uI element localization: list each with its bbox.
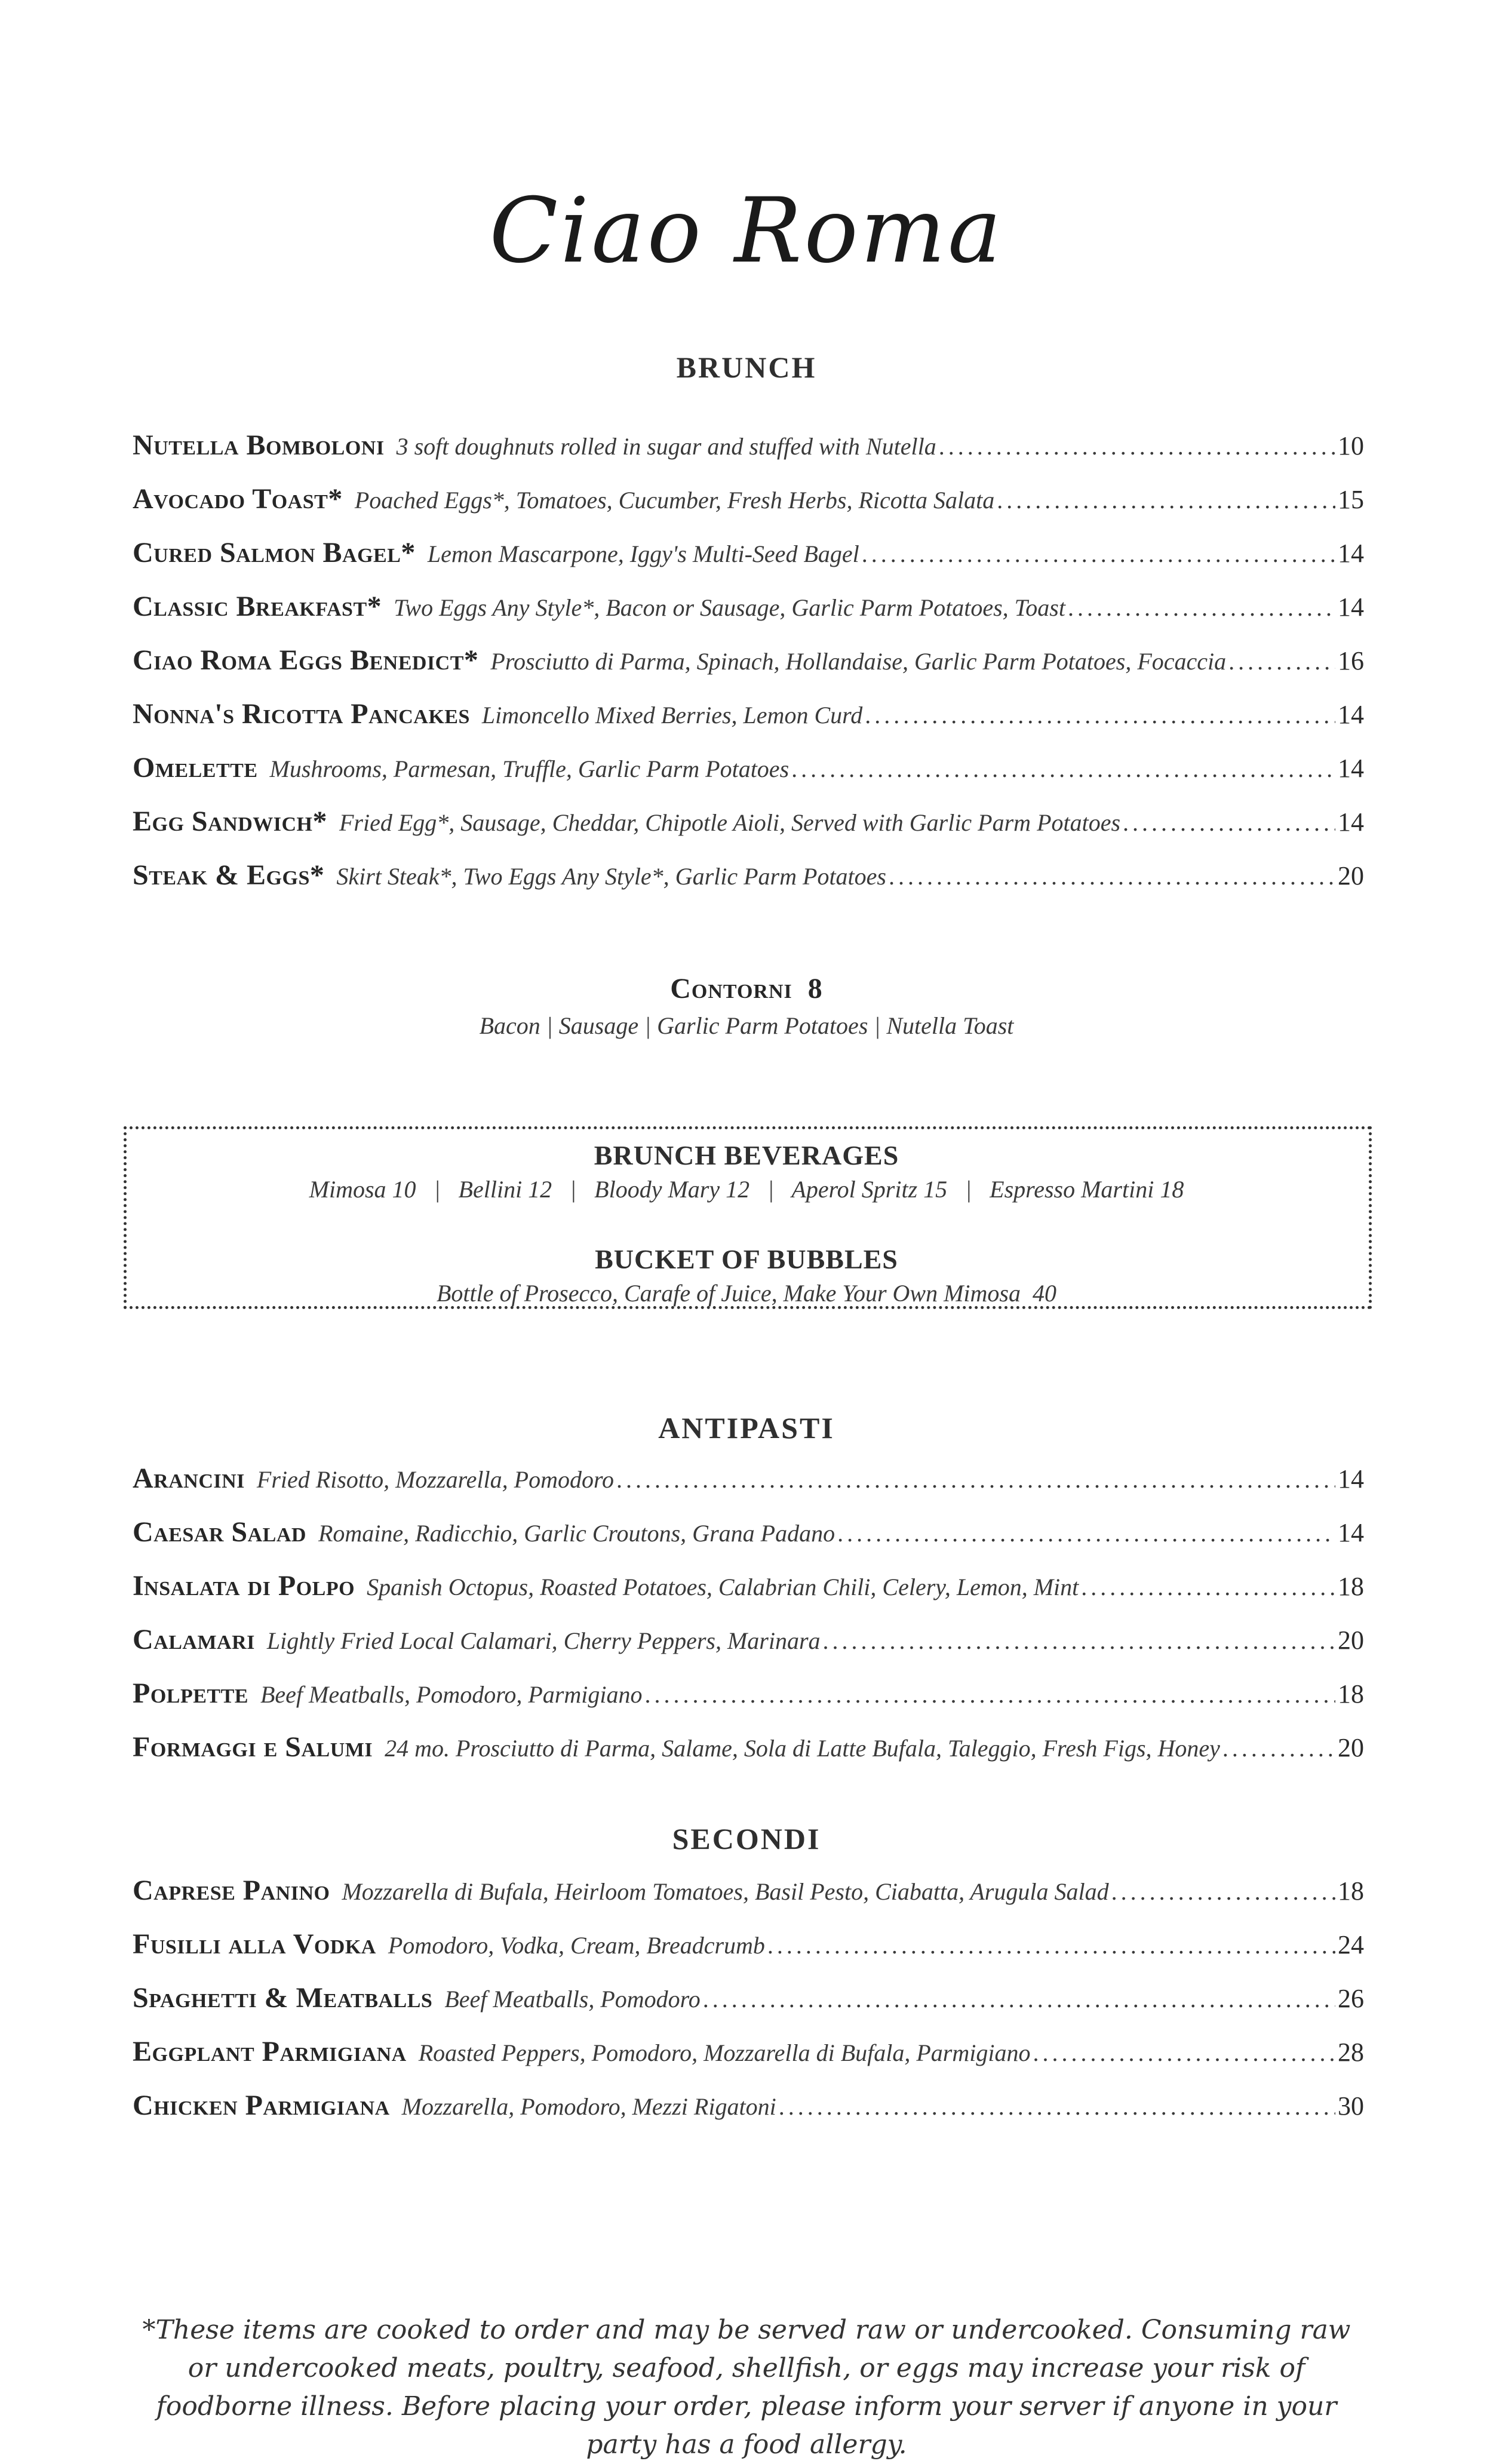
menu-item [133, 1874, 1364, 1916]
item-name: Arancini [133, 1463, 245, 1494]
bucket-title: BUCKET OF BUBBLES [595, 1244, 898, 1274]
item-name: Steak & Eggs* [133, 859, 325, 891]
item-price: 15 [1338, 485, 1364, 514]
menu-item [133, 1677, 1364, 1719]
item-price: 14 [1338, 700, 1364, 729]
item-price: 14 [1338, 807, 1364, 837]
item-description: Fried Egg*, Sausage, Cheddar, Chipotle Aioli, Served with Garlic Parm Potatoes [339, 809, 1121, 836]
leader-dots [703, 1985, 1335, 2013]
item-description: Roasted Peppers, Pomodoro, Mozzarella di Bufala, Parmigiano [418, 2039, 1031, 2066]
item-price: 14 [1338, 1518, 1364, 1547]
leader-dots [1033, 2039, 1335, 2067]
item-price: 26 [1338, 1984, 1364, 2013]
menu-item [133, 1928, 1364, 1970]
item-price: 18 [1338, 1876, 1364, 1906]
item-name: Cured Salmon Bagel* [133, 537, 416, 569]
menu-item [133, 1462, 1364, 1504]
item-description: Skirt Steak*, Two Eggs Any Style*, Garlic Parm Potatoes [336, 863, 886, 890]
item-price: 14 [1338, 1464, 1364, 1494]
item-description: Mozzarella di Bufala, Heirloom Tomatoes, Basil Pesto, Ciabatta, Arugula Salad [342, 1878, 1109, 1905]
contorni-items: Bacon | Sausage | Garlic Parm Potatoes | Nutella Toast [479, 1012, 1014, 1039]
item-name: Eggplant Parmigiana [133, 2036, 407, 2067]
menu-item [133, 859, 1364, 901]
item-description: Spanish Octopus, Roasted Potatoes, Calabrian Chili, Celery, Lemon, Mint [367, 1574, 1079, 1600]
menu-item [133, 805, 1364, 847]
leader-dots [1123, 809, 1335, 837]
item-description: 3 soft doughnuts rolled in sugar and stuffed with Nutella [396, 433, 936, 460]
leader-dots [1228, 647, 1335, 675]
item-price: 10 [1338, 431, 1364, 460]
menu-item [133, 644, 1364, 686]
item-name: Calamari [133, 1624, 255, 1655]
item-name: Polpette [133, 1678, 248, 1709]
leader-dots [779, 2093, 1335, 2121]
menu-item [133, 429, 1364, 471]
item-price: 14 [1338, 539, 1364, 568]
item-name: Avocado Toast* [133, 483, 343, 515]
item-price: 28 [1338, 2038, 1364, 2067]
menu-item [133, 1731, 1364, 1772]
item-description: Limoncello Mixed Berries, Lemon Curd [481, 702, 863, 729]
item-description: Mozzarella, Pomodoro, Mezzi Rigatoni [401, 2093, 776, 2120]
leader-dots [791, 755, 1335, 783]
menu-item [133, 2089, 1364, 2131]
item-name: Spaghetti & Meatballs [133, 1982, 433, 2014]
menu-item [133, 2035, 1364, 2077]
item-name: Insalata di Polpo [133, 1570, 355, 1602]
menu-item [133, 590, 1364, 632]
bucket-description: Bottle of Prosecco, Carafe of Juice, Make Your Own Mimosa 40 [436, 1280, 1056, 1307]
leader-dots [837, 1519, 1335, 1547]
leader-dots [1068, 594, 1335, 622]
item-description: Lemon Mascarpone, Iggy's Multi-Seed Bagel [427, 540, 859, 567]
item-description: Prosciutto di Parma, Spinach, Hollandaise, Garlic Parm Potatoes, Focaccia [490, 648, 1227, 675]
item-description: 24 mo. Prosciutto di Parma, Salame, Sola di Latte Bufala, Taleggio, Fresh Figs, Honey [385, 1735, 1220, 1762]
contorni-heading [0, 972, 1493, 1005]
menu-item [133, 1623, 1364, 1665]
menu-item [133, 698, 1364, 739]
item-description: Mushrooms, Parmesan, Truffle, Garlic Parm Potatoes [269, 755, 789, 782]
leader-dots [862, 540, 1335, 568]
item-price: 20 [1338, 1626, 1364, 1655]
item-description: Romaine, Radicchio, Garlic Croutons, Grana Padano [318, 1520, 835, 1547]
item-price: 14 [1338, 754, 1364, 783]
restaurant-logo: Ciao Roma [489, 179, 1004, 283]
item-description: Lightly Fried Local Calamari, Cherry Peppers, Marinara [266, 1627, 821, 1654]
leader-dots [1111, 1878, 1335, 1906]
item-name: Nonna's Ricotta Pancakes [133, 698, 470, 730]
brunch-title: BRUNCH [676, 351, 817, 384]
item-description: Pomodoro, Vodka, Cream, Breadcrumb [388, 1932, 765, 1959]
item-price: 20 [1338, 1733, 1364, 1762]
item-description: Beef Meatballs, Pomodoro, Parmigiano [260, 1681, 643, 1708]
leader-dots [767, 1931, 1335, 1959]
beverages-title: BRUNCH BEVERAGES [594, 1140, 899, 1170]
item-price: 20 [1338, 861, 1364, 890]
item-price: 16 [1338, 646, 1364, 675]
item-price: 14 [1338, 592, 1364, 622]
item-name: Formaggi e Salumi [133, 1731, 373, 1763]
item-name: Classic Breakfast* [133, 591, 382, 622]
menu-item [133, 751, 1364, 793]
item-name: Ciao Roma Eggs Benedict* [133, 644, 479, 676]
antipasti-title: ANTIPASTI [658, 1411, 835, 1445]
item-price: 18 [1338, 1679, 1364, 1709]
item-name: Chicken Parmigiana [133, 2090, 390, 2121]
item-name: Fusilli alla Vodka [133, 1928, 376, 1960]
item-description: Two Eggs Any Style*, Bacon or Sausage, Garlic Parm Potatoes, Toast [394, 594, 1065, 621]
item-name: Egg Sandwich* [133, 806, 327, 837]
secondi-title: SECONDI [672, 1822, 821, 1855]
item-description: Poached Eggs*, Tomatoes, Cucumber, Fresh Herbs, Ricotta Salata [354, 487, 995, 514]
leader-dots [865, 701, 1335, 729]
menu-item [133, 1569, 1364, 1611]
item-price: 30 [1338, 2091, 1364, 2121]
beverages-list: Mimosa 10 | Bellini 12 | Bloody Mary 12 | Aperol Spritz 15 | Espresso Martini 18 [309, 1176, 1184, 1203]
item-description: Beef Meatballs, Pomodoro [444, 1986, 701, 2013]
leader-dots [997, 486, 1335, 514]
menu-item [133, 536, 1364, 578]
leader-dots [645, 1680, 1336, 1709]
menu-item [133, 483, 1364, 524]
item-price: 24 [1338, 1930, 1364, 1959]
item-description: Fried Risotto, Mozzarella, Pomodoro [256, 1466, 615, 1493]
menu-item [133, 1981, 1364, 2023]
leader-dots [823, 1627, 1335, 1655]
leader-dots [1222, 1734, 1335, 1762]
leader-dots [889, 862, 1335, 890]
item-name: Caprese Panino [133, 1875, 330, 1906]
contorni-price: 8 [807, 973, 823, 1004]
item-name: Nutella Bomboloni [133, 429, 385, 461]
item-name: Caesar Salad [133, 1516, 306, 1548]
item-name: Omelette [133, 752, 258, 784]
leader-dots [616, 1466, 1335, 1494]
item-price: 18 [1338, 1572, 1364, 1601]
menu-item [133, 1516, 1364, 1557]
contorni-title: Contorni [670, 973, 792, 1004]
leader-dots [1081, 1573, 1335, 1601]
leader-dots [939, 432, 1335, 460]
allergy-disclaimer: *These items are cooked to order and may be served raw or undercooked. Consuming raw or undercooked meats, poultry, seafood, shellfish, or eggs may increase your risk of foodborne illness. Before placing your order, please inform your server if anyone in your party has a food allergy. [142, 2315, 1351, 2460]
